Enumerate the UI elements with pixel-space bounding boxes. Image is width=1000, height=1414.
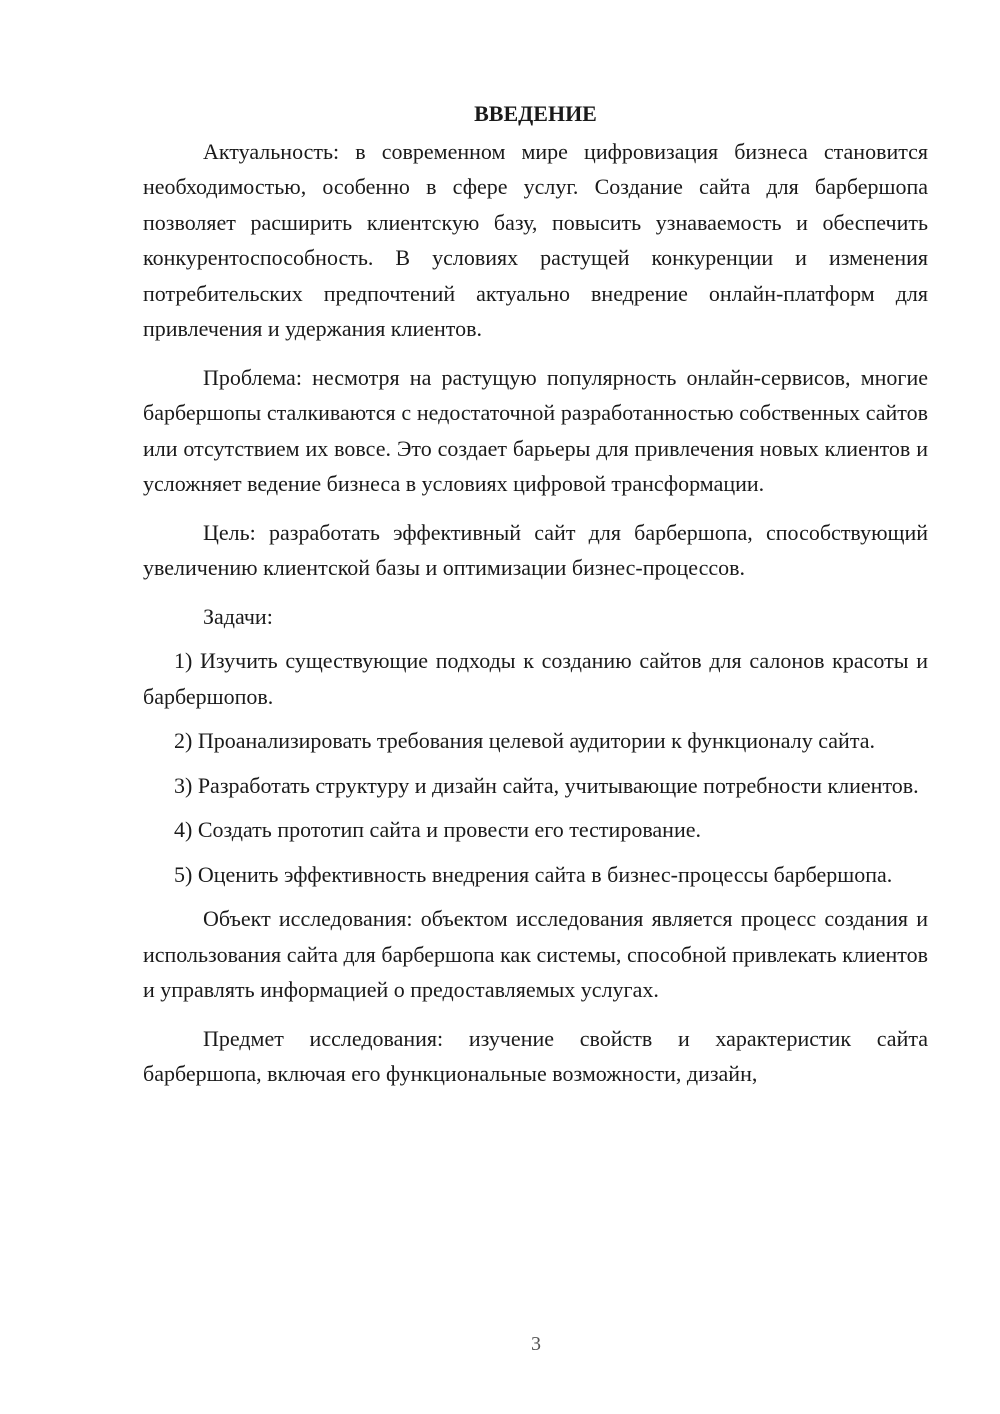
task-item: 2) Проанализировать требования целевой аудитории к функционалу сайта. xyxy=(174,728,875,753)
page-number: 3 xyxy=(531,1333,541,1355)
paragraph-object: Объект исследования: объектом исследования является процесс создания и использования сайта для барбершопа как системы, способной привлекать клиентов и управлять информацией о предоставляемых услугах. xyxy=(143,906,928,1002)
task-item: 4) Создать прототип сайта и провести его тестирование. xyxy=(174,817,701,842)
task-item: 1) Изучить существующие подходы к созданию сайтов для салонов красоты и барбершопов. xyxy=(143,648,928,709)
task-item: 3) Разработать структуру и дизайн сайта, учитывающие потребности клиентов. xyxy=(174,772,919,798)
page-content xyxy=(143,96,928,1105)
section-heading: ВВЕДЕНИЕ xyxy=(474,101,597,126)
tasks-title: Задачи: xyxy=(203,603,273,629)
paragraph-subject: Предмет исследования: изучение свойств и характеристик сайта барбершопа, включая его функциональные возможности, дизайн, xyxy=(143,1025,928,1086)
paragraph-relevance: Актуальность: в современном мире цифровизация бизнеса становится необходимостью, особенно в сфере услуг. Создание сайта для барбершопа позволяет расширить клиентскую базу, повысить узнаваемость и обеспечить конкурентоспособность. В условиях растущей конкуренции и изменения потребительских предпочтений актуально внедрение онлайн-платформ для привлечения и удержания клиентов. xyxy=(143,138,928,341)
paragraph-problem: Проблема: несмотря на растущую популярность онлайн-сервисов, многие барбершопы сталкиваются с недостаточной разработанностью собственных сайтов или отсутствием их вовсе. Это создает барьеры для привлечения новых клиентов и усложняет ведение бизнеса в условиях цифровой трансформации. xyxy=(143,364,928,496)
task-item: 5) Оценить эффективность внедрения сайта в бизнес-процессы барбершопа. xyxy=(174,861,893,887)
paragraph-goal: Цель: разработать эффективный сайт для барбершопа, способствующий увеличению клиентской базы и оптимизации бизнес-процессов. xyxy=(143,519,928,580)
